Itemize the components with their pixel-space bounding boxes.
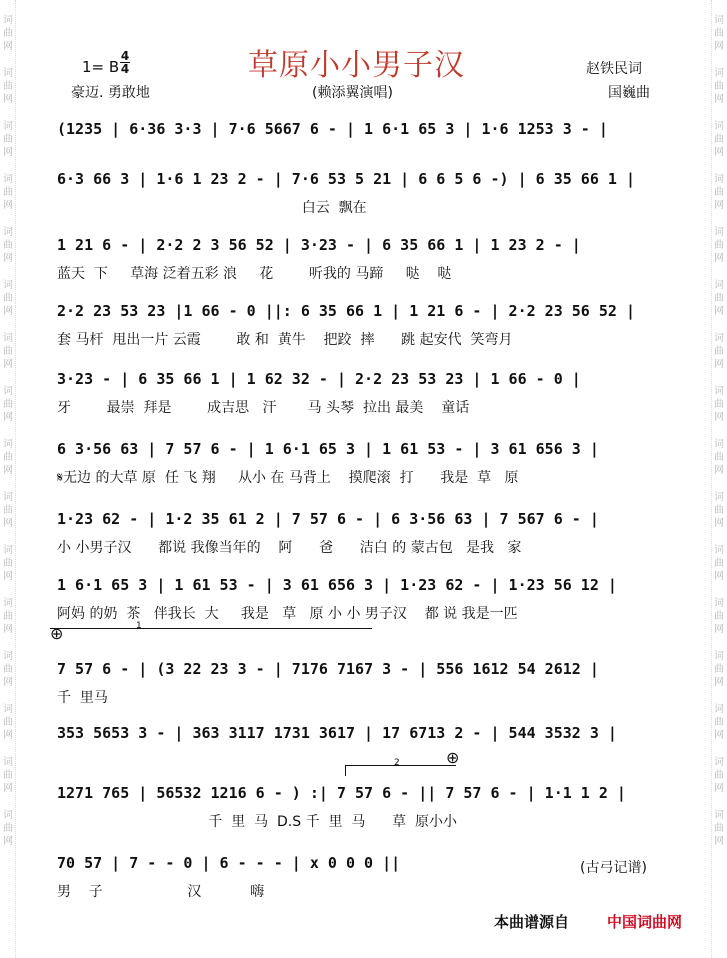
- watermark-char: 曲: [3, 134, 13, 145]
- watermark-char: 网: [3, 518, 13, 529]
- lyrics-line-5: 牙 最崇 拜是 成吉思 汗 马 头琴 拉出 最美 童话: [57, 400, 470, 416]
- site-link[interactable]: 中国词曲网: [607, 913, 683, 931]
- watermark-char: 词: [3, 227, 13, 238]
- watermark-char: 词: [714, 227, 724, 238]
- watermark-char: 词: [714, 280, 724, 291]
- time-signature: [120, 50, 130, 75]
- source-label: 本曲谱源自: [494, 913, 570, 931]
- watermark-char: 网: [714, 465, 724, 476]
- watermark-char: 词: [714, 174, 724, 185]
- watermark-char: 词: [714, 121, 724, 132]
- watermark-char: 曲: [3, 187, 13, 198]
- watermark-char: 曲: [3, 240, 13, 251]
- lyrics-line-9: 千 里马: [57, 690, 108, 706]
- watermark-char: 曲: [714, 717, 724, 728]
- lyrics-line-6: 𝄋无边 的大草 原 任 飞 翔 从小 在 马背上 摸爬滚 打 我是 草 原: [57, 470, 519, 486]
- watermark-right: [711, 0, 726, 958]
- notes-line-12: 70 57 | 7 - - 0 | 6 - - - | x 0 0 0 ||: [57, 854, 401, 872]
- watermark-char: 网: [3, 306, 13, 317]
- volta-2: [345, 758, 456, 776]
- watermark-char: 词: [714, 704, 724, 715]
- watermark-char: 网: [3, 836, 13, 847]
- watermark-char: 词: [3, 439, 13, 450]
- watermark-char: 网: [3, 571, 13, 582]
- watermark-char: 词: [714, 545, 724, 556]
- watermark-char: 词: [714, 757, 724, 768]
- watermark-char: 网: [714, 359, 724, 370]
- composer: 国巍曲: [608, 85, 650, 101]
- notes-line-6: 6 3·56 63 | 7 57 6 - | 1 6·1 65 3 | 1 61 53 - | 3 61 656 3 |: [57, 440, 599, 458]
- watermark-char: 词: [3, 598, 13, 609]
- notes-line-7: 1·23 62 - | 1·2 35 61 2 | 7 57 6 - | 6 3·56 63 | 7 567 6 - |: [57, 510, 599, 528]
- watermark-char: 网: [3, 624, 13, 635]
- lyrics-line-2: 白云 飘在: [57, 200, 367, 216]
- watermark-char: 曲: [3, 293, 13, 304]
- key-signature: 1= B: [82, 58, 120, 76]
- watermark-char: 曲: [714, 823, 724, 834]
- watermark-char: 曲: [3, 823, 13, 834]
- watermark-char: 曲: [714, 611, 724, 622]
- coda-icon-2: ⊕: [446, 748, 460, 767]
- watermark-char: 网: [714, 518, 724, 529]
- watermark-char: 词: [3, 68, 13, 79]
- lyrics-line-7: 小 小男子汉 都说 我像当年的 阿 爸 洁白 的 蒙古包 是我 家: [57, 540, 522, 556]
- tempo-mood: 豪迈. 勇敢地: [71, 85, 150, 101]
- watermark-char: 网: [3, 94, 13, 105]
- watermark-char: 网: [3, 253, 13, 264]
- watermark-char: 词: [3, 121, 13, 132]
- watermark-char: 网: [714, 571, 724, 582]
- watermark-char: 词: [714, 651, 724, 662]
- notes-line-4: 2·2 23 53 23 |1 66 - 0 ||: 6 35 66 1 | 1 21 6 - | 2·2 23 56 52 |: [57, 302, 635, 320]
- watermark-char: 词: [714, 492, 724, 503]
- watermark-char: 曲: [714, 505, 724, 516]
- watermark-char: 网: [714, 253, 724, 264]
- watermark-char: 词: [3, 492, 13, 503]
- watermark-char: 词: [3, 280, 13, 291]
- watermark-char: 曲: [714, 346, 724, 357]
- watermark-char: 词: [3, 333, 13, 344]
- watermark-char: 网: [3, 147, 13, 158]
- watermark-char: 词: [714, 439, 724, 450]
- watermark-char: 网: [714, 41, 724, 52]
- volta-1: [50, 621, 372, 639]
- notes-line-2: 6·3 66 3 | 1·6 1 23 2 - | 7·6 53 5 21 | 6 6 5 6 -) | 6 35 66 1 |: [57, 170, 635, 188]
- notation-credit: (古弓记谱): [580, 860, 647, 876]
- watermark-char: 词: [714, 810, 724, 821]
- lyrics-line-12: 男 子 汉 嗨: [57, 884, 265, 900]
- watermark-char: 曲: [3, 664, 13, 675]
- watermark-char: 词: [714, 15, 724, 26]
- watermark-char: 曲: [714, 134, 724, 145]
- watermark-char: 网: [3, 41, 13, 52]
- watermark-char: 曲: [714, 452, 724, 463]
- watermark-char: 曲: [3, 81, 13, 92]
- watermark-char: 网: [3, 783, 13, 794]
- song-title: 草原小小男子汉: [248, 48, 465, 83]
- watermark-char: 网: [714, 783, 724, 794]
- watermark-char: 网: [714, 412, 724, 423]
- lyrics-line-3: 蓝天 下 草海 泛着五彩 浪 花 听我的 马蹄 哒 哒: [57, 266, 452, 282]
- time-signature-top: 4: [120, 49, 130, 63]
- watermark-char: 网: [714, 147, 724, 158]
- watermark-char: 词: [3, 651, 13, 662]
- watermark-char: 曲: [3, 346, 13, 357]
- watermark-char: 曲: [714, 770, 724, 781]
- watermark-char: 词: [714, 333, 724, 344]
- watermark-char: 曲: [3, 717, 13, 728]
- watermark-char: 词: [3, 15, 13, 26]
- watermark-char: 曲: [714, 293, 724, 304]
- lyrics-line-8: 阿妈 的奶 茶 伴我长 大 我是 草 原 小 小 男子汉 都 说 我是一匹: [57, 606, 518, 622]
- watermark-char: 网: [3, 730, 13, 741]
- watermark-char: 曲: [714, 664, 724, 675]
- watermark-char: 词: [3, 757, 13, 768]
- watermark-char: 网: [714, 94, 724, 105]
- notes-line-9: 7 57 6 - | (3 22 23 3 - | 7176 7167 3 - | 556 1612 54 2612 |: [57, 660, 599, 678]
- notes-line-1: (1235 | 6·36 3·3 | 7·6 5667 6 - | 1 6·1 65 3 | 1·6 1253 3 - |: [57, 120, 608, 138]
- watermark-char: 曲: [3, 399, 13, 410]
- watermark-char: 网: [714, 677, 724, 688]
- volta-1-label: 1: [136, 621, 142, 631]
- lyricist: 赵铁民词: [586, 61, 642, 77]
- notes-line-11: 1271 765 | 56532 1216 6 - ) :| 7 57 6 - || 7 57 6 - | 1·1 1 2 |: [57, 784, 626, 802]
- notes-line-8: 1 6·1 65 3 | 1 61 53 - | 3 61 656 3 | 1·23 62 - | 1·23 56 12 |: [57, 576, 617, 594]
- notes-line-10: 353 5653 3 - | 363 3117 1731 3617 | 17 6713 2 - | 544 3532 3 |: [57, 724, 617, 742]
- watermark-char: 网: [714, 624, 724, 635]
- watermark-char: 网: [3, 359, 13, 370]
- lyrics-line-11: 千 里 马 D.S 千 里 马 草 原小小: [57, 814, 457, 830]
- watermark-char: 网: [714, 730, 724, 741]
- notes-line-5: 3·23 - | 6 35 66 1 | 1 62 32 - | 2·2 23 53 23 | 1 66 - 0 |: [57, 370, 581, 388]
- watermark-char: 曲: [714, 187, 724, 198]
- watermark-char: 曲: [714, 558, 724, 569]
- watermark-char: 网: [714, 306, 724, 317]
- watermark-char: 曲: [714, 81, 724, 92]
- coda-icon-1: ⊕: [50, 624, 64, 643]
- watermark-char: 曲: [714, 399, 724, 410]
- watermark-char: 曲: [3, 505, 13, 516]
- watermark-left: [1, 0, 16, 958]
- watermark-char: 网: [3, 677, 13, 688]
- watermark-char: 词: [3, 810, 13, 821]
- watermark-char: 词: [3, 704, 13, 715]
- watermark-char: 曲: [714, 240, 724, 251]
- watermark-char: 曲: [3, 611, 13, 622]
- notes-line-3: 1 21 6 - | 2·2 2 3 56 52 | 3·23 - | 6 35 66 1 | 1 23 2 - |: [57, 236, 581, 254]
- watermark-char: 网: [714, 200, 724, 211]
- watermark-char: 词: [3, 386, 13, 397]
- watermark-char: 网: [3, 200, 13, 211]
- watermark-char: 曲: [3, 770, 13, 781]
- watermark-char: 曲: [3, 452, 13, 463]
- watermark-char: 网: [3, 412, 13, 423]
- lyrics-line-4: 套 马杆 甩出一片 云霞 敢 和 黄牛 把跤 摔 跳 起安代 笑弯月: [57, 332, 513, 348]
- watermark-char: 词: [3, 174, 13, 185]
- watermark-char: 曲: [3, 558, 13, 569]
- watermark-char: 词: [714, 598, 724, 609]
- time-signature-bottom: 4: [120, 62, 130, 76]
- watermark-char: 网: [714, 836, 724, 847]
- volta-2-label: 2: [394, 758, 400, 768]
- watermark-char: 曲: [3, 28, 13, 39]
- watermark-char: 词: [714, 386, 724, 397]
- singer: (赖添翼演唱): [312, 85, 393, 101]
- watermark-char: 词: [3, 545, 13, 556]
- watermark-char: 网: [3, 465, 13, 476]
- watermark-char: 曲: [714, 28, 724, 39]
- watermark-char: 词: [714, 68, 724, 79]
